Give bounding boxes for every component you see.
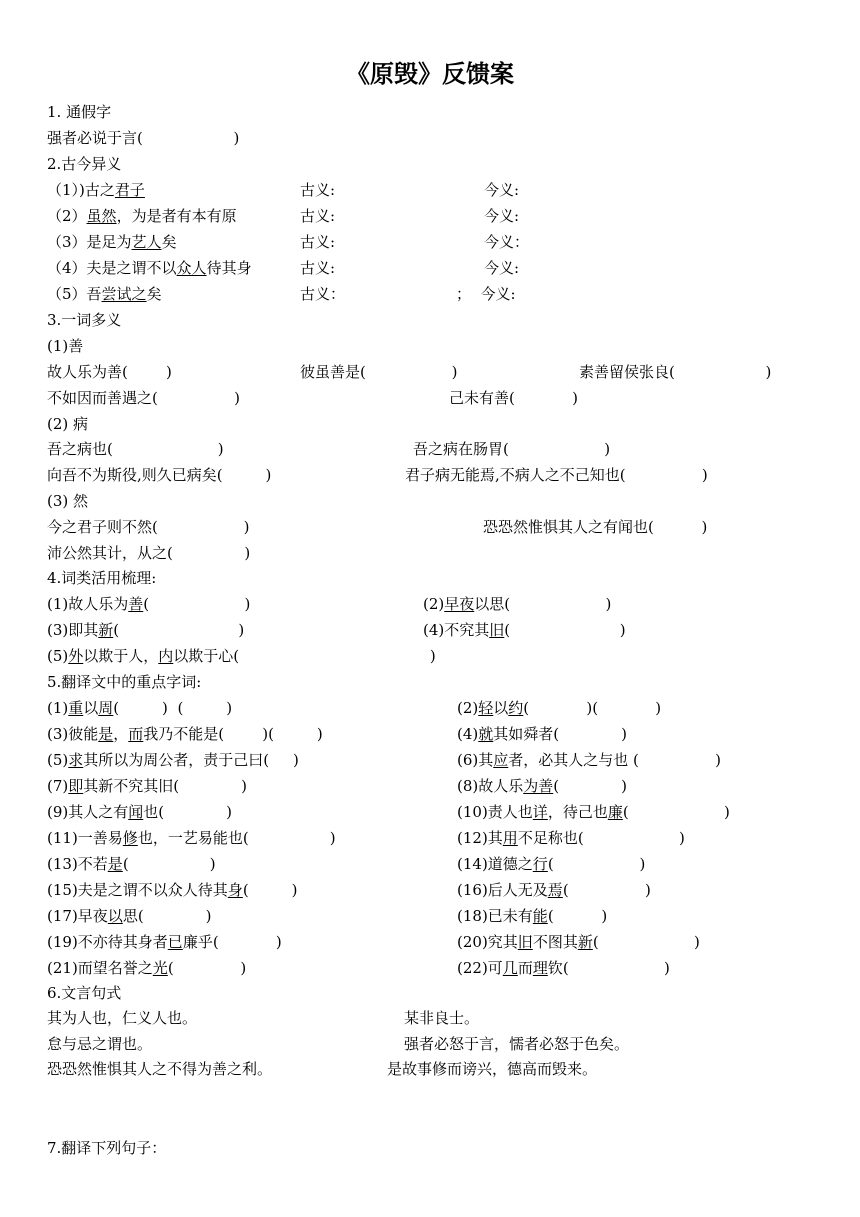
s5-right-item: (22)可几而理钦( ) <box>457 959 670 977</box>
s5-right-item: (18)已未有能( ) <box>457 907 608 925</box>
s2-row-4: （4）夫是之谓不以众人待其身 <box>47 259 252 277</box>
s6-line-2b: 强者必怒于言，懦者必怒于色矣。 <box>404 1035 630 1053</box>
s3-shan-d: 不如因而善遇之( ) <box>47 389 240 407</box>
s5-right-item: (2)轻以约( )( ) <box>457 699 662 717</box>
s3-shan-a: 故人乐为善( ) <box>47 363 172 381</box>
s4-item-1: (1)故人乐为善( ) <box>47 595 251 613</box>
s3-bing-a: 吾之病也( ) <box>47 440 224 458</box>
s4-item-3: (3)即其新( ) <box>47 621 245 639</box>
s2-row-5-jin: ； 今义: <box>456 285 516 303</box>
s5-left-item: (11)一善易修也，一艺易能也( ) <box>47 829 336 847</box>
s2-row-4-jin: 今义: <box>484 259 520 277</box>
section-3-heading: 3.一词多义 <box>47 311 122 329</box>
section-6-heading: 6.文言句式 <box>47 984 122 1002</box>
s2-row-4-gu: 古义: <box>300 259 336 277</box>
s2-row-3-jin: 今义： <box>484 233 530 251</box>
s3-ran-c: 沛公然其计，从之( ) <box>47 544 251 562</box>
s5-left-item: (15)夫是之谓不以众人待其身( ) <box>47 881 298 899</box>
s5-right-item: (20)究其旧不图其新( ) <box>457 933 700 951</box>
s3-shan-b: 彼虽善是( ) <box>300 363 458 381</box>
s5-right-item: (12)其用不足称也( ) <box>457 829 685 847</box>
s2-row-3-gu: 古义: <box>300 233 336 251</box>
s3-bing-d: 君子病无能焉,不病人之不己知也( ) <box>405 466 708 484</box>
s3-shan-c: 素善留侯张良( ) <box>579 363 772 381</box>
s5-left-item: (3)彼能是，而我乃不能是( )( ) <box>47 725 323 743</box>
s3-ran-label: (3) 然 <box>47 492 89 510</box>
s4-item-5: (5)外以欺于人，内以欺于心( ) <box>47 647 436 665</box>
s3-bing-c: 向吾不为斯役,则久已病矣( ) <box>47 466 272 484</box>
s6-line-1b: 某非良士。 <box>404 1009 480 1027</box>
page-title: 《原毁》反馈案 <box>346 60 514 88</box>
s3-bing-label: (2) 病 <box>47 415 89 433</box>
s4-item-4: (4)不究其旧( ) <box>423 621 626 639</box>
s5-left-item: (9)其人之有闻也( ) <box>47 803 232 821</box>
s5-left-item: (21)而望名誉之光( ) <box>47 959 247 977</box>
s3-shan-e: 己未有善( ) <box>449 389 578 407</box>
section-2-heading: 2.古今异义 <box>47 155 122 173</box>
s2-row-2-jin: 今义: <box>484 207 520 225</box>
s5-left-item: (5)求其所以为周公者，责于己曰( ) <box>47 751 299 769</box>
s2-row-1-gu: 古义: <box>300 181 336 199</box>
s3-bing-b: 吾之病在肠胃( ) <box>413 440 611 458</box>
s5-right-item: (16)后人无及焉( ) <box>457 881 651 899</box>
s3-ran-a: 今之君子则不然( ) <box>47 518 250 536</box>
s2-row-5-gu: 古义： <box>300 285 346 303</box>
s5-right-item: (4)就其如舜者( ) <box>457 725 627 743</box>
s5-right-item: (6)其应者，必其人之与也 ( ) <box>457 751 722 769</box>
s5-left-item: (13)不若是( ) <box>47 855 216 873</box>
s2-row-2: （2）虽然，为是者有本有原 <box>47 207 237 225</box>
s5-left-item: (7)即其新不究其旧( ) <box>47 777 247 795</box>
s5-right-item: (14)道德之行( ) <box>457 855 646 873</box>
section-1-heading: 1. 通假字 <box>47 103 112 121</box>
s3-ran-b: 恐恐然惟惧其人之有闻也( ) <box>483 518 708 536</box>
section-4-heading: 4.词类活用梳理: <box>47 569 157 587</box>
s5-left-item: (19)不亦待其身者已廉乎( ) <box>47 933 282 951</box>
s4-item-2: (2)早夜以思( ) <box>423 595 612 613</box>
s5-left-item: (17)早夜以思( ) <box>47 907 212 925</box>
section-5-heading: 5.翻译文中的重点字词: <box>47 673 202 691</box>
s6-line-3a: 恐恐然惟惧其人之不得为善之利。 <box>47 1060 273 1078</box>
s1-line: 强者必说于言( ) <box>47 129 240 147</box>
s3-shan-label: (1)善 <box>47 337 84 355</box>
s5-right-item: (10)责人也详，待己也廉( ) <box>457 803 730 821</box>
s5-left-item: (1)重以周( ) ( ) <box>47 699 233 717</box>
s5-right-item: (8)故人乐为善( ) <box>457 777 627 795</box>
s6-line-2a: 怠与忌之谓也。 <box>47 1035 153 1053</box>
s2-row-1-jin: 今义: <box>484 181 520 199</box>
s2-row-2-gu: 古义: <box>300 207 336 225</box>
s6-line-3b: 是故事修而谤兴，德高而毁来。 <box>387 1060 598 1078</box>
s2-row-5: （5）吾尝试之矣 <box>47 285 162 303</box>
s2-row-1: （1）)古之君子 <box>47 181 145 199</box>
section-7-heading: 7.翻译下列句子： <box>47 1139 167 1157</box>
s6-line-1a: 其为人也，仁义人也。 <box>47 1009 198 1027</box>
s2-row-3: （3）是足为艺人矣 <box>47 233 177 251</box>
